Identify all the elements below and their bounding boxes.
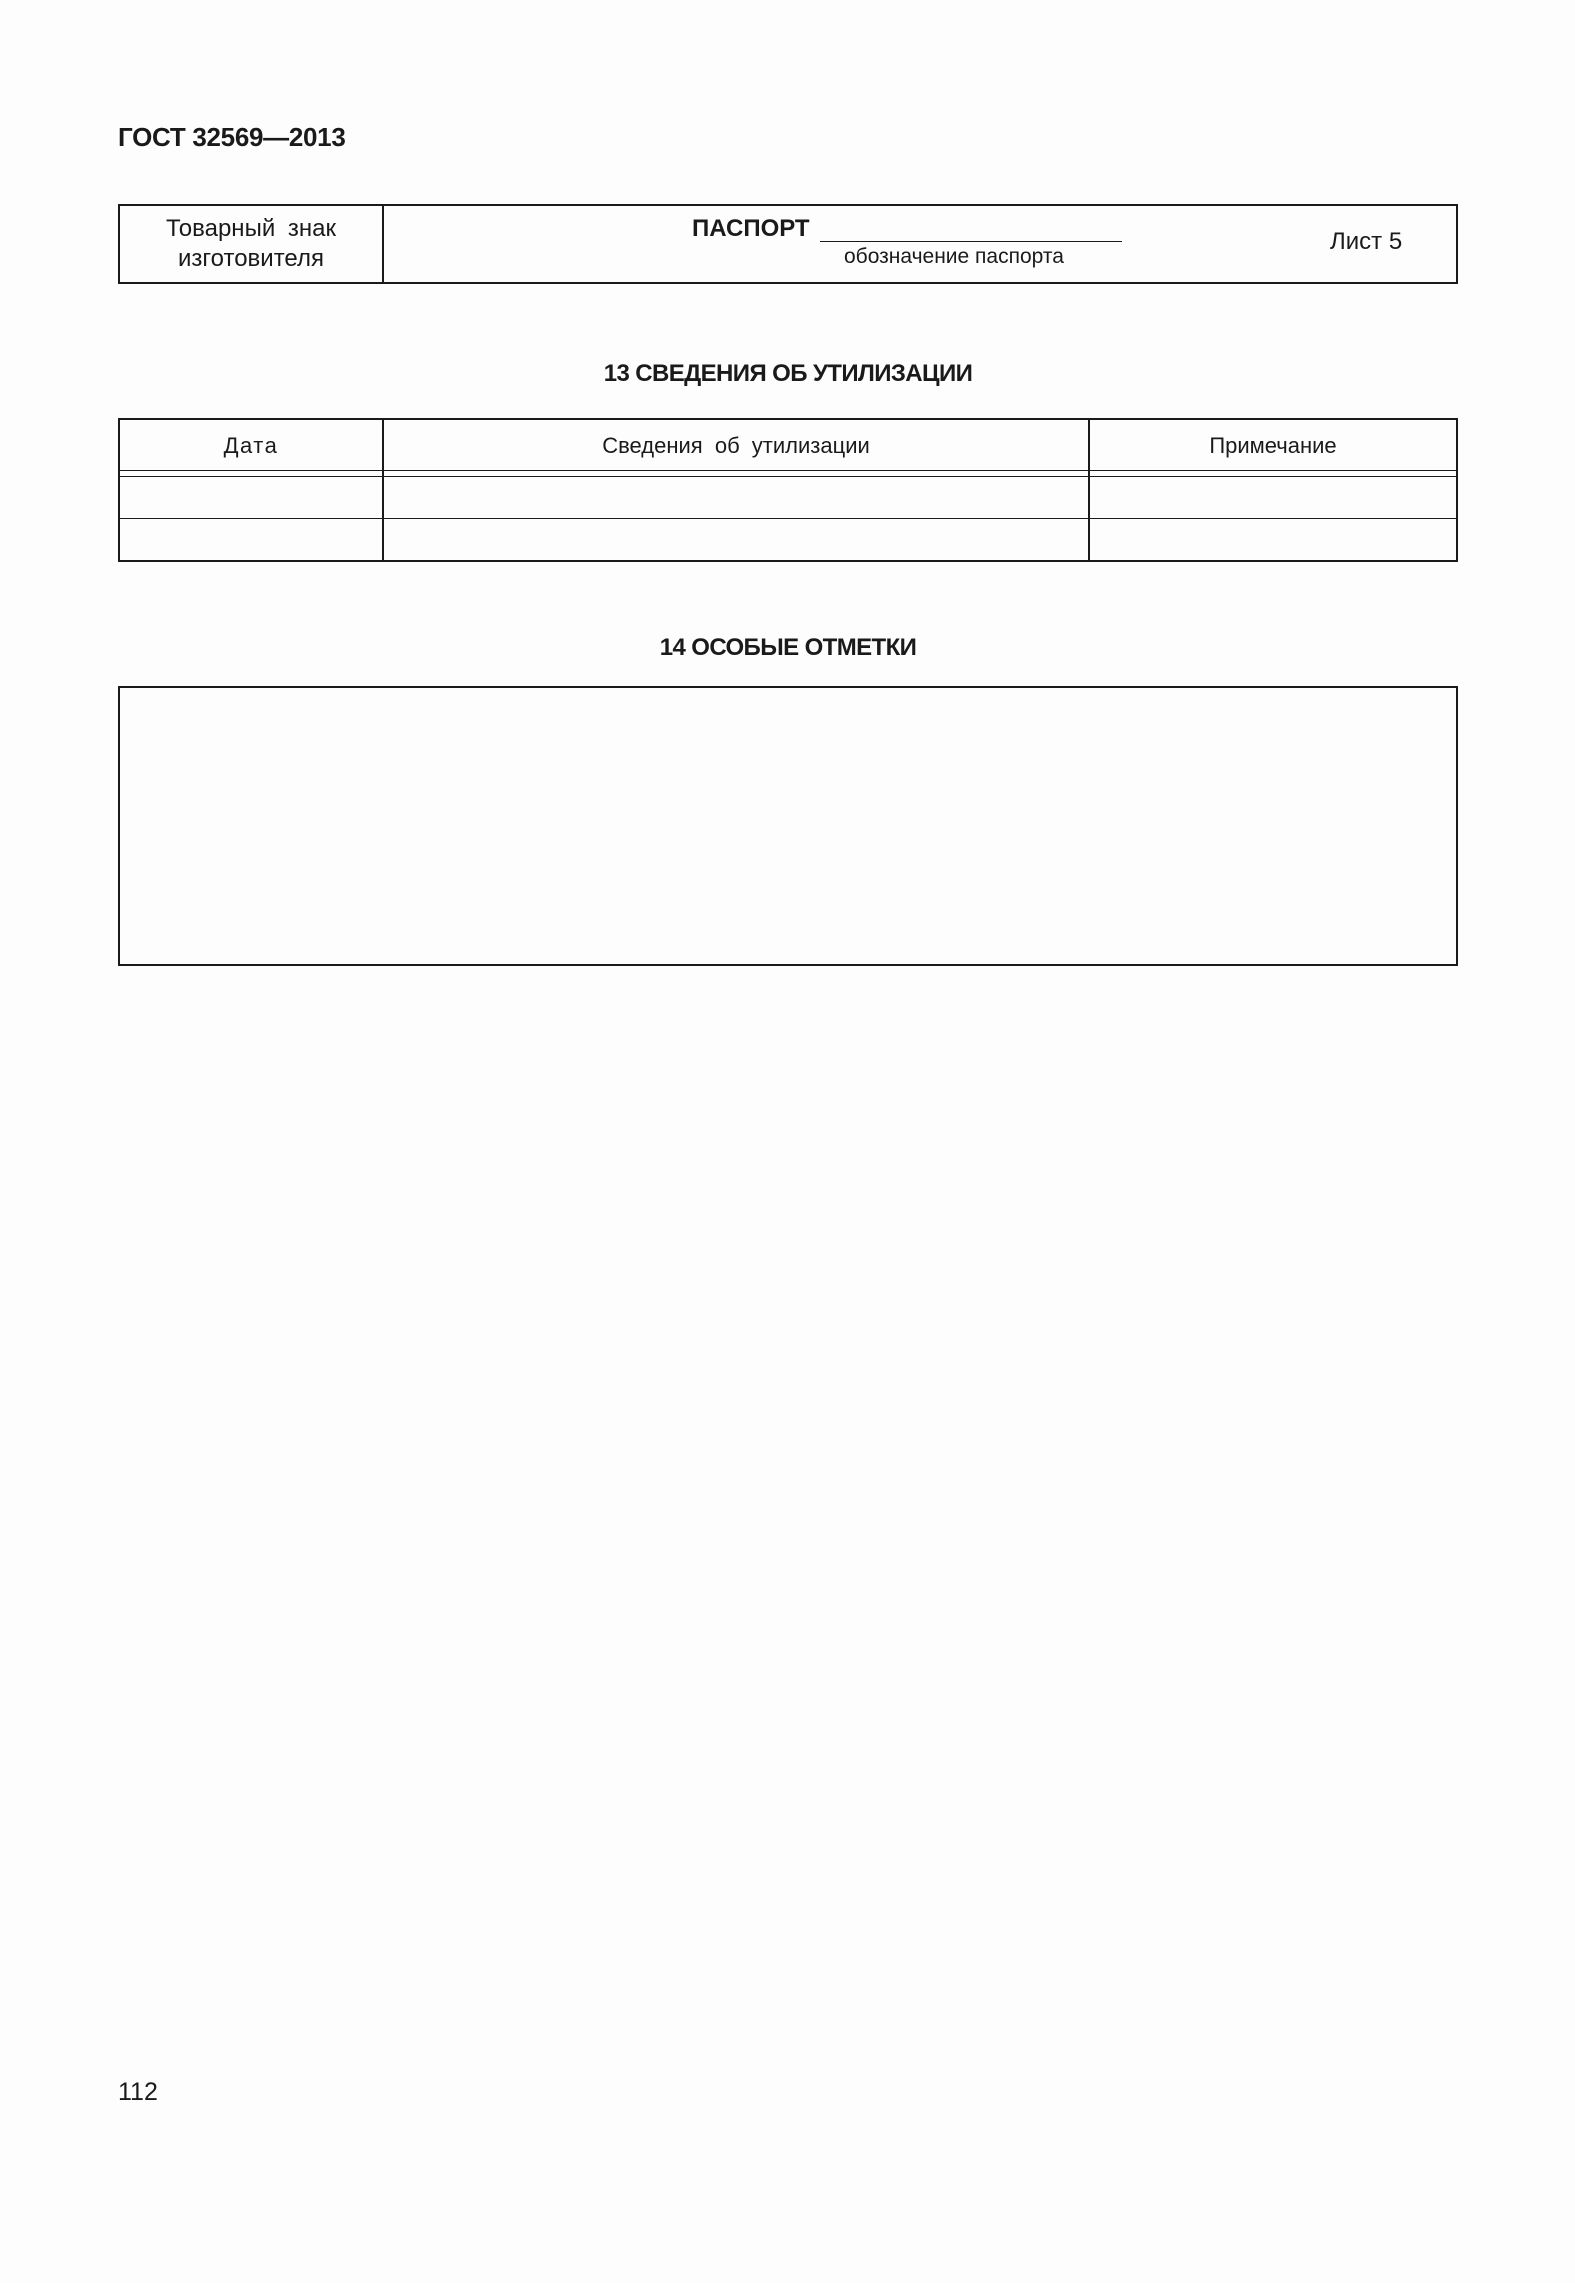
trademark-label-line1: Товарный знак xyxy=(166,215,336,242)
section-14-heading: 14 ОСОБЫЕ ОТМЕТКИ xyxy=(659,634,917,661)
row-divider xyxy=(120,518,1456,519)
passport-designation-line xyxy=(820,241,1122,242)
disposal-table xyxy=(118,418,1458,562)
trademark-label-line2: изготовителя xyxy=(178,245,324,272)
standard-code: ГОСТ 32569—2013 xyxy=(118,122,346,152)
header-divider xyxy=(120,470,1456,471)
trademark-cell xyxy=(120,206,384,282)
special-notes-box xyxy=(118,686,1458,966)
column-header-disposal-info: Сведения об утилизации xyxy=(602,433,870,458)
passport-title: ПАСПОРТ xyxy=(692,215,810,242)
header-divider xyxy=(120,476,1456,477)
column-header-note: Примечание xyxy=(1209,433,1337,458)
column-header-date: Дата xyxy=(223,433,279,458)
section-13-heading: 13 СВЕДЕНИЯ ОБ УТИЛИЗАЦИИ xyxy=(603,360,973,387)
sheet-number: Лист 5 xyxy=(1330,228,1403,255)
passport-designation-caption: обозначение паспорта xyxy=(844,245,1064,268)
page-number: 112 xyxy=(118,2078,158,2106)
passport-header-box xyxy=(118,204,1458,284)
